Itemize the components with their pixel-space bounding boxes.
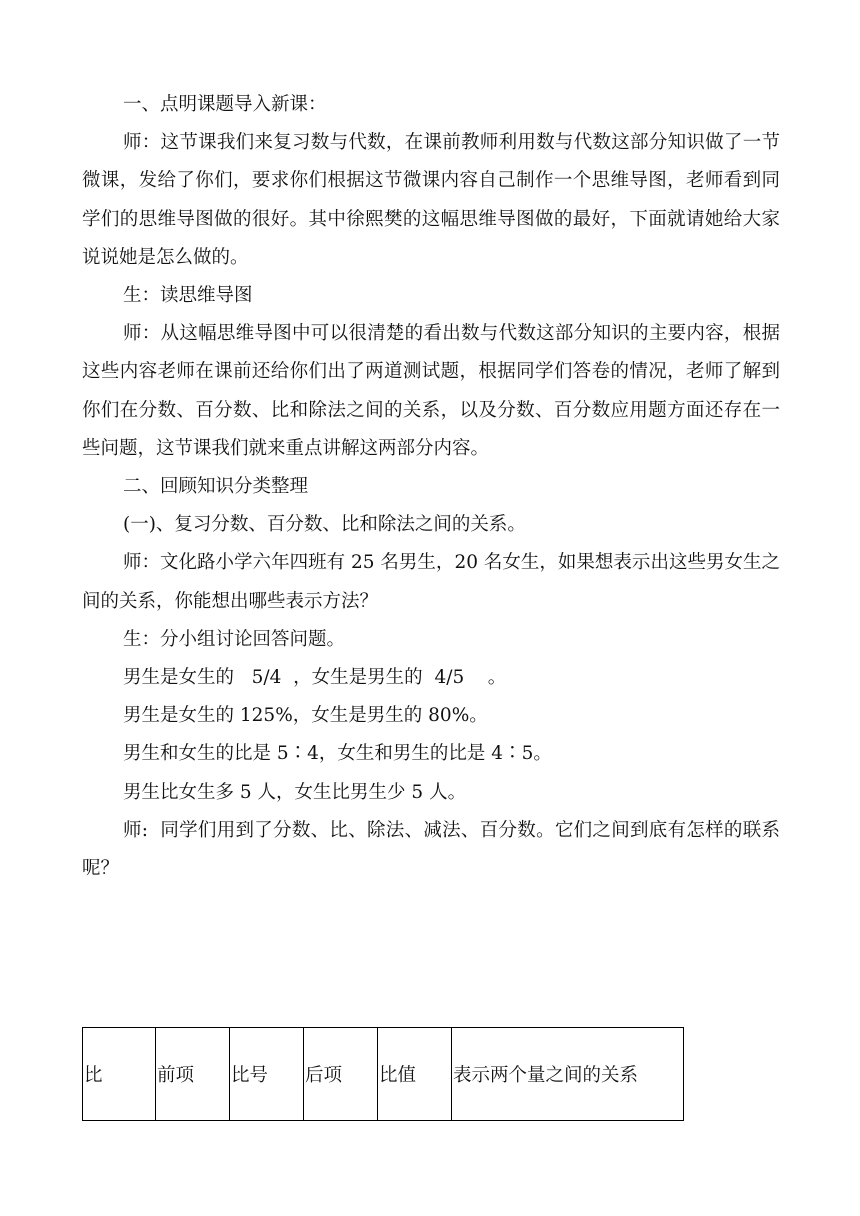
table-row [83,1028,684,1121]
table-cell-ratio: 比 [83,1028,156,1121]
teacher-summary: 师: 同学们用到了分数、比、除法、减法、百分数。它们之间到底有怎样的联系呢？ [82,819,780,880]
table-cell-ratio-sign: 比号 [230,1028,304,1121]
answer-difference: 男生比女生多 5 人，女生比男生少 5 人。 [123,781,467,803]
answer-ratio: 男生和女生的比是 5∶4，女生和男生的比是 4∶5。 [123,743,552,765]
answer-percent: 男生是女生的 125%，女生是男生的 80%。 [123,705,488,727]
answer-fraction: 男生是女生的 5/4 ，女生是男生的 4/5 。 [123,667,507,689]
document-body [82,86,780,888]
student-discussion: 生：分小组讨论回答问题。 [123,628,346,650]
teacher-question: 师：文化路小学六年四班有 25 名男生，20 名女生，如果想表示出这些男女生之间的关系，你能想出哪些表示方法？ [82,552,780,612]
table-cell-antecedent: 前项 [156,1028,230,1121]
student-paragraph-1: 生：读思维导图 [123,285,253,307]
heading-review: 二、回顾知识分类整理 [123,476,309,498]
heading-intro: 一、点明课题导入新课： [123,94,327,115]
subheading-relations: (一)、复习分数、百分数、比和除法之间的关系。 [123,514,526,536]
table-cell-ratio-value: 比值 [378,1028,452,1121]
ratio-table [82,1027,684,1121]
table-cell-consequent: 后项 [304,1028,378,1121]
teacher-paragraph-1: 师：这节课我们来复习数与代数，在课前教师利用数与代数这部分知识做了一节微课，发给了你们，要求你们根据这节微课内容自己制作一个思维导图，老师看到同学们的思维导图做的很好。其中徐熙樊的这幅思维导图做的最好，下面就请她给大家说说她是怎么做的。 [82,132,780,268]
teacher-paragraph-2: 师：从这幅思维导图中可以很清楚的看出数与代数这部分知识的主要内容，根据这些内容老师在课前还给你们出了两道测试题，根据同学们答卷的情况，老师了解到你们在分数、百分数、比和除法之间的关系，以及分数、百分数应用题方面还存在一些问题，这节课我们就来重点讲解这两部分内容。 [82,323,780,459]
table-cell-meaning: 表示两个量之间的关系 [452,1028,684,1121]
